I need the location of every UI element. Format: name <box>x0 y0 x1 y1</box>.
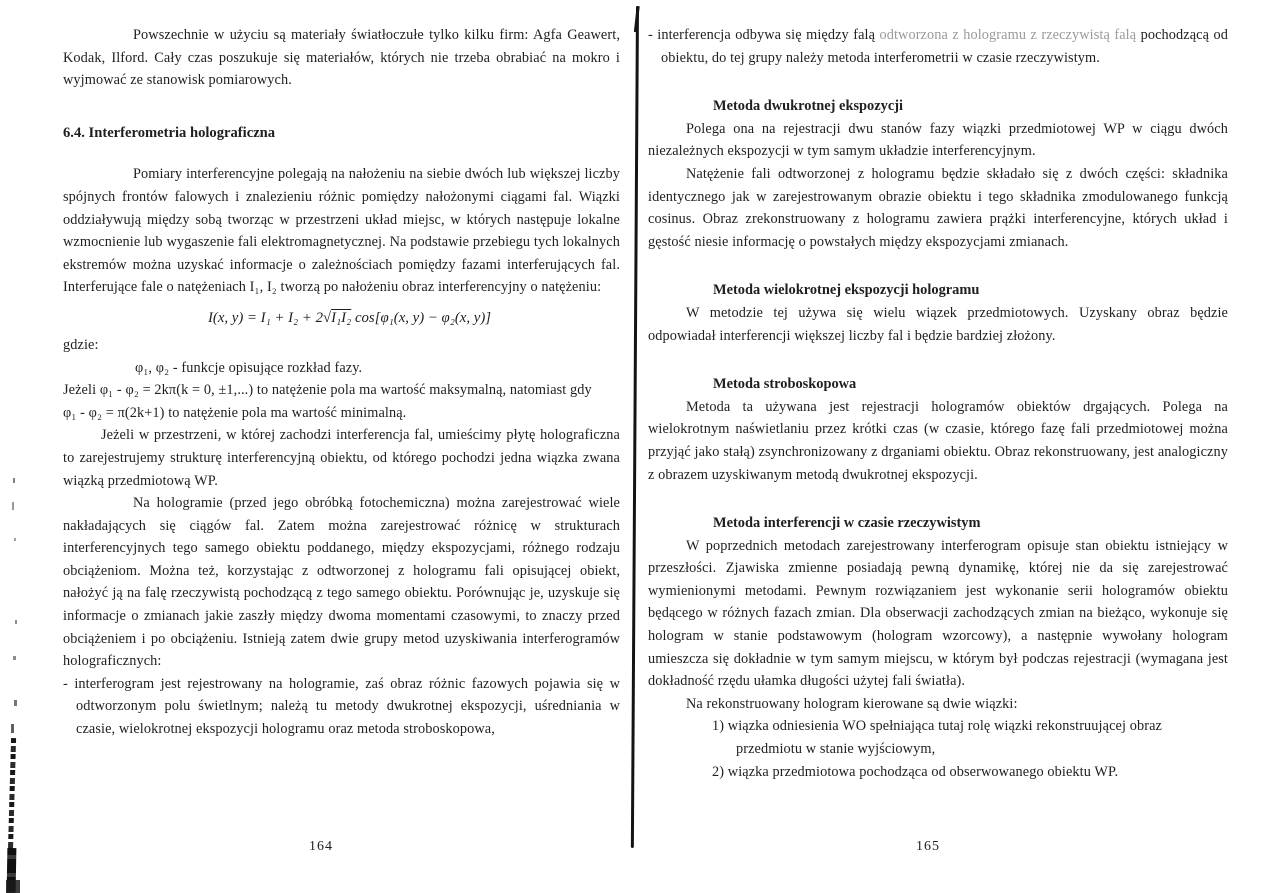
method-group-item-2 <box>648 24 1228 69</box>
method-group-item-1: - interferogram jest rejestrowany na hologramie, zaś obraz różnic fazowych pojawia się w odtworzonym polu świetlnym; należą tu metody dwukrotnej ekspozycji, uśredniania w czasie, wielokrotnej ekspozycji hologramu oraz metoda stroboskopowa, <box>63 675 620 738</box>
page-right <box>648 24 1228 874</box>
heading-stroboscopic-method: Metoda stroboskopowa <box>713 376 857 393</box>
ink-speck <box>6 880 20 893</box>
minimum-condition: φ₁ - φ₂ = π(2k+1) to natężenie pola ma wartość minimalną. <box>63 404 407 421</box>
beam-item-1: 1) wiązka odniesienia WO spełniająca tutaj rolę wiązki rekonstruującej obraz przedmiotu w stanie wyjściowym, <box>712 718 1162 758</box>
ink-speck <box>14 700 17 706</box>
ink-speck <box>11 724 14 733</box>
phi-definition: φ₁, φ₂ - funkcje opisujące rozkład fazy. <box>135 359 363 376</box>
ink-speck <box>15 620 17 624</box>
formula-sqrt-argument: I₁I₂ <box>331 309 352 326</box>
method-item-faded-text: odtworzona z hologramu z rzeczywistą falą <box>879 27 1137 43</box>
ink-speck <box>14 538 16 541</box>
beams-intro: Na rekonstruowany hologram kierowane są dwie wiązki: <box>686 695 1018 712</box>
section-heading: 6.4. Interferometria holograficzna <box>63 124 276 141</box>
maximum-condition: Jeżeli φ₁ - φ₂ = 2kπ(k = 0, ±1,...) to natężenie pola ma wartość maksymalną, natomiast gdy <box>63 382 592 399</box>
paragraph-double-exposure-1: Polega ona na rejestracji dwu stanów fazy wiązki przedmiotowej WP w ciągu dwóch niezależnych ekspozycji w tym samym układzie interferencyjnym. <box>648 120 1228 160</box>
ink-speck <box>12 502 14 510</box>
method-item-lead-text: - interferencja odbywa się między falą <box>648 27 880 43</box>
heading-double-exposure-method: Metoda dwukrotnej ekspozycji <box>713 98 904 115</box>
paragraph-photosensitive-materials: Powszechnie w użyciu są materiały światłoczułe tylko kilku firm: Agfa Geawert, Kodak, Ilford. Cały czas poszukuje się materiałów, których nie trzeba obrabiać na mokro i wyjmować ze stanowisk pomiarowych. <box>63 27 620 89</box>
formula-right-part: cos[φ₁(x, y) − φ₂(x, y)] <box>351 309 492 326</box>
paragraph-realtime: W poprzednich metodach zarejestrowany interferogram opisuje stan obiektu istniejący w przeszłości. Zjawiska zmienne posiadają pewną dynamikę, której nie da się zarejestrować wymienionymi metodami. Pewnym rozwiązaniem jest wykonanie serii hologramów obiektu będącego w różnych fazach zmian. Dla obserwacji zachodzących zmian na bieżąco, wykonuje się hologram w stanie podstawowym (hologram wzorcowy), a następnie wywołany hologram umieszcza się dokładnie w tym samym miejscu, w którym był podczas rejestracji (wymagana jest dokładność rzędu ułamka długości użytej fali światła). <box>648 537 1228 690</box>
intensity-formula <box>63 306 620 330</box>
page-number-right: 165 <box>916 839 940 854</box>
paragraph-holographic-plate: Jeżeli w przestrzeni, w której zachodzi interferencja fal, umieścimy płytę holograficzna to zarejestrujemy strukturę interferencyjną obiektu, od którego pochodzi jedna wiązka zwana wiązką przedmiotową WP. <box>63 427 620 489</box>
paragraph-hologram-recording: Na hologramie (przed jego obróbką fotochemiczna) można zarejestrować wiele nakładających się ciągów fal. Zatem można zarejestrować różnicę w strukturach interferencyjnych tego samego obiektu poddanego, między ekspozycjami, różnego rodzaju obciążeniom. Można też, korzystając z odtworzonej z hologramu fali opisującej obiekt, nałożyć ją na falę rzeczywistą pochodzącą z tego samego obiektu. Porównując je, uzyskuje się informacje o zmianach jakie zaszły między dwoma momentami czasowymi, to znaczy przed obciążeniem i po obciążeniu. Istnieją zatem dwie grupy metod uzyskiwania interferogramów holograficznych: <box>63 495 620 670</box>
method-item-rest-text: pochodzącą od obiektu, do tej grupy należy metoda interferometrii w czasie rzeczywistym. <box>661 27 1228 66</box>
heading-multiple-exposure-method: Metoda wielokrotnej ekspozycji hologramu <box>713 282 980 299</box>
paragraph-stroboscopic: Metoda ta używana jest rejestracji hologramów obiektów drgających. Polega na wielokrotnym naświetlaniu przez krótki czas (w czasie, którego fazę fali przedmiotowej można przyjąć jako stałą) zsynchronizowany z drganiami obiektu. Obraz rekonstruowany, jest analogiczny z obrazem uzyskiwanym metodą dwukrotnej ekspozycji. <box>648 398 1228 483</box>
paragraph-double-exposure-2: Natężenie fali odtworzonej z hologramu będzie składało się z dwóch części: składnika identycznego jak w zarejestrowanym obrazie obiektu i tego składnika zmodulowanego funkcją cosinus. Obraz zrekonstruowany z hologramu zawiera prążki interferencyjne, których układ i gęstość niesie informację o powstałych między ekspozycjami zmianach. <box>648 165 1228 250</box>
ink-speck <box>13 656 16 660</box>
paragraph-multiple-exposure: W metodzie tej używa się wielu wiązek przedmiotowych. Uzyskany obraz będzie odpowiadał interferencji większej liczby fal i będzie bardziej złożony. <box>648 304 1228 344</box>
page-number-left: 164 <box>309 839 333 854</box>
formula-left-part: I(x, y) = I₁ + I₂ + 2√ <box>207 309 332 326</box>
page-left <box>63 24 620 874</box>
ink-speck <box>13 478 15 483</box>
where-label: gdzie: <box>63 336 99 353</box>
heading-realtime-method: Metoda interferencji w czasie rzeczywistym <box>713 515 981 532</box>
beam-item-2: 2) wiązka przedmiotowa pochodząca od obserwowanego obiektu WP. <box>712 763 1119 780</box>
page-gutter-shadow <box>631 6 639 848</box>
paragraph-interference-measurements: Pomiary interferencyjne polegają na nałożeniu na siebie dwóch lub większej liczby spójnych frontów falowych i znalezieniu różnic pomiędzy nałożonymi ciągami fal. Wiązki oddziaływują między sobą tworząc w przestrzeni układ miejsc, w których następuje lokalne wzmocnienie lub wygaszenie fali elektromagnetycznej. Na podstawie przebiegu tych lokalnych ekstremów można uzyskać informacje o zależnościach pomiędzy fazami interferujących fal. Interferujące fale o natężeniach I₁, I₂ tworzą po nałożeniu obraz interferencyjny o natężeniu: <box>63 166 620 296</box>
